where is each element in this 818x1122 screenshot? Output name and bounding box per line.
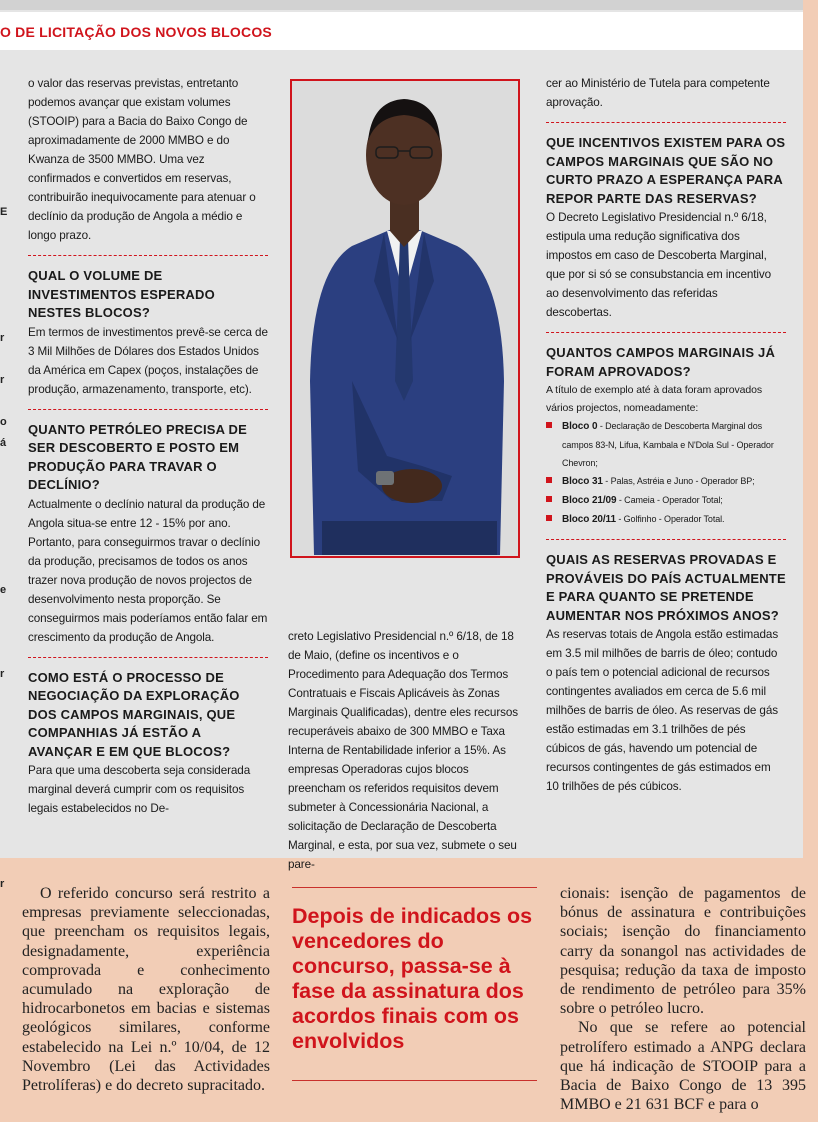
answer-text: cer ao Ministério de Tutela para competente aprovação. bbox=[546, 77, 770, 109]
edge-letter bbox=[0, 286, 8, 307]
cropped-left-column bbox=[0, 76, 8, 895]
edge-letter: á bbox=[0, 437, 7, 449]
edge-letter: r bbox=[0, 668, 5, 680]
edge-letter bbox=[0, 223, 8, 244]
question-heading: QUE INCENTIVOS EXISTEM PARA OS CAMPOS MARGINAIS QUE SÃO NO CURTO PRAZO A ESPERANÇA PARA REPOR PARTE DAS RESERVAS? bbox=[546, 135, 786, 206]
body-paragraph: cionais: isenção de pagamentos de bónus de assinatura e contribuições sociais; isenção do financiamento carry da sonangol nas actividades de pesquisa; redução da taxa de imposto de rendimento de petróleo para 35% sobre o petróleo lucro. bbox=[560, 885, 806, 1018]
edge-letter bbox=[0, 97, 8, 118]
question-heading: QUANTOS CAMPOS MARGINAIS JÁ FORAM APROVADOS? bbox=[546, 345, 776, 379]
block-detail: - Declaração de Descoberta Marginal dos campos 83-N, Lifua, Kambala e N'Dola Sul - Operador Chevron; bbox=[562, 421, 774, 468]
article-body-right bbox=[560, 884, 806, 1114]
edge-letter bbox=[0, 517, 8, 538]
article-body-left bbox=[22, 884, 270, 1095]
edge-letter bbox=[0, 160, 8, 181]
edge-letter bbox=[0, 685, 8, 706]
answer-text: Em termos de investimentos prevê-se cerca de 3 Mil Milhões de Dólares dos Estados Unidos da América em Capex (poços, instalações de produção, armazenamento, transporte, etc). bbox=[28, 325, 268, 396]
edge-letter bbox=[0, 244, 8, 265]
interview-column-3 bbox=[546, 74, 786, 796]
edge-letter bbox=[0, 475, 8, 496]
block-detail: - Cameia - Operador Total; bbox=[616, 495, 723, 505]
edge-letter: r bbox=[0, 878, 5, 890]
body-paragraph: No que se refere ao potencial petrolífero estimado a ANPG declara que há indicação de STOOIP para a Bacia de Baixo Congo de 13 395 MMBO e 21 631 BCF e para o bbox=[560, 1019, 806, 1114]
question-heading: QUAIS AS RESERVAS PROVADAS E PROVÁVEIS DO PAÍS ACTUALMENTE E PARA QUANTO SE PRETENDE AUMENTAR NOS PRÓXIMOS ANOS? bbox=[546, 552, 786, 623]
edge-letter bbox=[0, 118, 8, 139]
divider bbox=[28, 657, 268, 658]
divider bbox=[28, 255, 268, 256]
edge-letter bbox=[0, 643, 8, 664]
edge-letter bbox=[0, 832, 8, 853]
edge-letter bbox=[0, 391, 8, 412]
question-heading: COMO ESTÁ O PROCESSO DE NEGOCIAÇÃO DA EXPLORAÇÃO DOS CAMPOS MARGINAIS, QUE COMPANHIAS JÁ ESTÃO A AVANÇAR E EM QUE BLOCOS? bbox=[28, 669, 240, 759]
divider bbox=[28, 409, 268, 410]
edge-letter bbox=[0, 811, 8, 832]
edge-letter bbox=[0, 748, 8, 769]
pull-quote-text: Depois de indicados os vencedores do concurso, passa-se à fase da assinatura dos acordos finais com os envolvidos bbox=[292, 904, 533, 1053]
divider bbox=[546, 122, 786, 123]
edge-letter bbox=[0, 139, 8, 160]
answer-text: creto Legislativo Presidencial n.º 6/18, de 18 de Maio, (define os incentivos e o Procedimento para Adequação dos Termos Contratuais e Fiscais Aplicáveis às Zonas Marginais Qualificadas), dentre eles recursos recuperáveis abaixo de 300 MMBO e Taxa Interna de Rentabilidade inferior a 15%. As empresas Operadoras cujos blocos preencham os referidos requisitos devem submeter à Concessionária Nacional, a solicitação de Declaração de Descoberta Marginal, e esta, por sua vez, submete o seu pare- bbox=[288, 630, 519, 871]
edge-letter bbox=[0, 790, 8, 811]
edge-letter bbox=[0, 307, 8, 328]
answer-text: Para que uma descoberta seja considerada marginal deverá cumprir com os requisitos legais estabelecidos no De- bbox=[28, 764, 251, 815]
edge-letter bbox=[0, 265, 8, 286]
interview-column-2 bbox=[288, 627, 523, 874]
question-heading: QUAL O VOLUME DE INVESTIMENTOS ESPERADO NESTES BLOCOS? bbox=[28, 268, 215, 320]
edge-letter bbox=[0, 181, 8, 202]
approved-blocks-list bbox=[546, 417, 786, 529]
edge-letter: r bbox=[0, 374, 5, 386]
block-name: Bloco 31 bbox=[562, 476, 603, 487]
answer-text: A título de exemplo até à data foram aprovados vários projectos, nomeadamente: bbox=[546, 384, 763, 414]
edge-letter: r bbox=[0, 332, 5, 344]
edge-letter: e bbox=[0, 584, 7, 596]
edge-letter bbox=[0, 853, 8, 874]
list-item bbox=[546, 510, 786, 529]
edge-letter bbox=[0, 538, 8, 559]
edge-letter: o bbox=[0, 416, 7, 428]
edge-letter bbox=[0, 349, 8, 370]
edge-letter bbox=[0, 496, 8, 517]
interview-column-1 bbox=[28, 74, 268, 818]
answer-text: As reservas totais de Angola estão estimadas em 3.5 mil milhões de barris de óleo; contudo o país tem o potencial adicional de recursos contingentes avaliados em cerca de 5.6 mil milhões de barris de óleo. As reservas de gás estão estimadas em 3.1 trilhões de pés cúbicos de gás, havendo um potencial de recursos contingentes de gás estimados em 10 trilhões de pés cúbicos. bbox=[546, 628, 779, 793]
edge-letter bbox=[0, 622, 8, 643]
answer-text: Actualmente o declínio natural da produção de Angola situa-se entre 12 - 15% por ano. Portanto, para conseguirmos travar o declínio da produção, precisamos de todos os anos trazer nova produção de novos projectos de desenvolvimento nesta proporção. Se conseguirmos mais poderíamos então falar em crescimento da produção de Angola. bbox=[28, 497, 268, 644]
edge-letter bbox=[0, 76, 8, 97]
edge-letter: E bbox=[0, 206, 8, 218]
edge-letter bbox=[0, 601, 8, 622]
answer-text: o valor das reservas previstas, entretanto podemos avançar que existam volumes (STOOIP) para a Bacia do Baixo Congo de aproximadamente de 2000 MMBO e do Kwanza de 3500 MMBO. Uma vez confirmados e convertidos em reservas, contribuirão inequivocamente para atenuar o declínio da produção de Angola a médio e longo prazo. bbox=[28, 77, 256, 242]
edge-letter bbox=[0, 769, 8, 790]
divider bbox=[546, 539, 786, 540]
section-header bbox=[0, 12, 803, 50]
list-item bbox=[546, 491, 786, 510]
edge-letter bbox=[0, 559, 8, 580]
list-item bbox=[546, 417, 786, 472]
block-name: Bloco 21/09 bbox=[562, 495, 617, 506]
body-paragraph: O referido concurso será restrito a empresas previamente seleccionadas, que preencham os requisitos legais, designadamente, experiência comprovada e conhecimento acumulado na exploração de hidrocarbonetos em bacias e sistemas geológicos similares, conforme estabelecido na Lei n.º 10/04, de 12 Novembro (Lei das Actividades Petrolíferas) e do decreto supracitado. bbox=[22, 885, 270, 1095]
block-detail: - Palas, Astréia e Juno - Operador BP; bbox=[602, 476, 755, 486]
section-title: O DE LICITAÇÃO DOS NOVOS BLOCOS bbox=[0, 24, 272, 40]
block-name: Bloco 0 bbox=[562, 421, 598, 432]
edge-letter bbox=[0, 706, 8, 727]
answer-text: O Decreto Legislativo Presidencial n.º 6/18, estipula uma redução significativa dos impostos em caso de Descoberta Marginal, que por si só se consubstancia em incentivo ao desenvolvimento das referidas descobertas. bbox=[546, 211, 772, 319]
divider bbox=[546, 332, 786, 333]
edge-letter bbox=[0, 727, 8, 748]
pull-quote bbox=[292, 887, 537, 1081]
edge-letter bbox=[0, 454, 8, 475]
portrait-photo bbox=[290, 79, 520, 558]
list-item bbox=[546, 472, 786, 491]
block-name: Bloco 20/11 bbox=[562, 514, 616, 525]
question-heading: QUANTO PETRÓLEO PRECISA DE SER DESCOBERTO E POSTO EM PRODUÇÃO PARA TRAVAR O DECLÍNIO? bbox=[28, 421, 248, 492]
man-in-suit-illustration bbox=[292, 81, 517, 555]
top-strip bbox=[0, 0, 803, 10]
block-detail: - Golfinho - Operador Total. bbox=[615, 514, 725, 524]
